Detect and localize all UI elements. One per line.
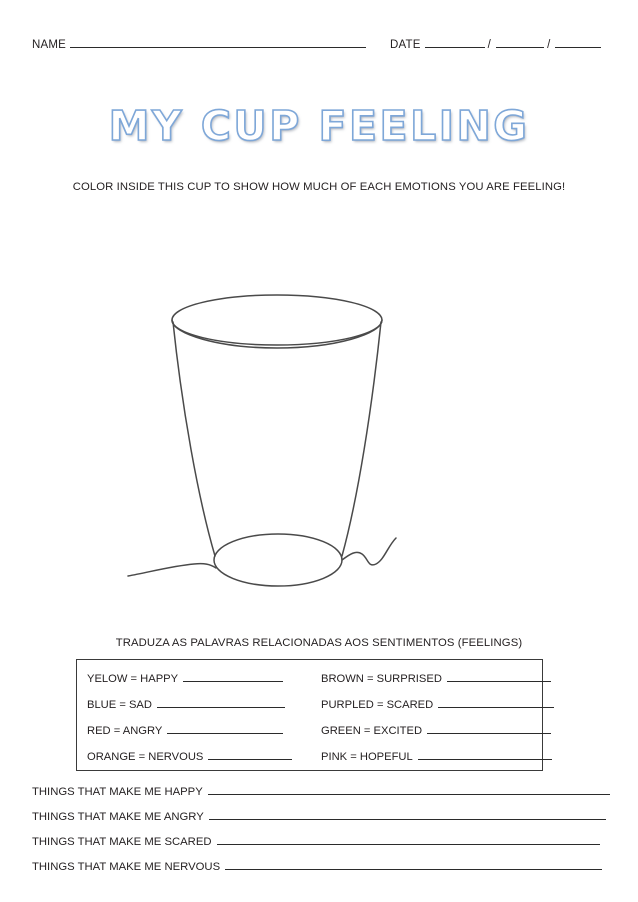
vocabulary-label: BROWN = SURPRISED <box>321 673 442 685</box>
date-month-line[interactable] <box>496 36 544 48</box>
prompt-label: THINGS THAT MAKE ME ANGRY <box>32 811 204 823</box>
vocabulary-item <box>87 697 285 711</box>
vocabulary-answer-line[interactable] <box>167 723 283 734</box>
date-label: DATE <box>390 39 421 51</box>
vocabulary-label: RED = ANGRY <box>87 725 163 737</box>
name-label: NAME <box>32 39 67 51</box>
prompt-row <box>32 808 610 833</box>
vocabulary-label: YELOW = HAPPY <box>87 673 179 685</box>
prompt-list <box>32 783 610 883</box>
date-separator-2: / <box>547 39 551 51</box>
vocabulary-label: PURPLED = SCARED <box>321 699 434 711</box>
prompt-row <box>32 783 610 808</box>
vocabulary-answer-line[interactable] <box>157 697 285 708</box>
vocabulary-box <box>76 659 543 771</box>
vocabulary-label: ORANGE = NERVOUS <box>87 751 204 763</box>
cup-rim-outer <box>172 295 382 345</box>
vocabulary-answer-line[interactable] <box>427 723 551 734</box>
vocabulary-answer-line[interactable] <box>438 697 554 708</box>
prompt-answer-line[interactable] <box>209 808 606 820</box>
vocabulary-item <box>315 723 551 737</box>
vocabulary-label: PINK = HOPEFUL <box>321 751 413 763</box>
vocabulary-column-left <box>87 660 315 770</box>
vocabulary-item <box>87 671 283 685</box>
cup-wall-left <box>173 322 215 556</box>
page-title: MY CUP FEELING <box>108 102 530 150</box>
title-container <box>0 100 638 152</box>
date-year-line[interactable] <box>555 36 601 48</box>
vocabulary-answer-line[interactable] <box>447 671 551 682</box>
table-line-right <box>342 538 396 565</box>
prompt-row <box>32 858 610 883</box>
vocabulary-label: GREEN = EXCITED <box>321 725 423 737</box>
cup-wall-right <box>342 322 381 556</box>
name-date-header <box>32 36 606 56</box>
vocabulary-answer-line[interactable] <box>183 671 283 682</box>
prompt-answer-line[interactable] <box>225 858 602 870</box>
name-write-in-line[interactable] <box>70 36 366 48</box>
prompt-label: THINGS THAT MAKE ME HAPPY <box>32 786 203 798</box>
vocabulary-column-right <box>315 660 537 770</box>
cup-illustration <box>110 288 410 598</box>
date-separator-1: / <box>487 39 492 51</box>
cup-rim-inner <box>172 320 382 348</box>
prompt-answer-line[interactable] <box>217 833 600 845</box>
vocabulary-item <box>315 697 554 711</box>
instruction-text: COLOR INSIDE THIS CUP TO SHOW HOW MUCH OF EACH EMOTIONS YOU ARE FEELING! <box>72 181 566 193</box>
vocabulary-item <box>87 749 292 763</box>
prompt-label: THINGS THAT MAKE ME SCARED <box>32 836 212 848</box>
date-day-line[interactable] <box>425 36 485 48</box>
vocabulary-label: BLUE = SAD <box>87 699 152 711</box>
prompt-row <box>32 833 610 858</box>
vocabulary-answer-line[interactable] <box>418 749 552 760</box>
vocabulary-item <box>315 671 551 685</box>
table-line-left <box>128 564 216 576</box>
prompt-label: THINGS THAT MAKE ME NERVOUS <box>32 861 221 873</box>
cup-base <box>214 534 342 586</box>
vocabulary-item <box>87 723 283 737</box>
prompt-answer-line[interactable] <box>208 783 610 795</box>
translate-instruction: TRADUZA AS PALAVRAS RELACIONADAS AOS SENTIMENTOS (FEELINGS) <box>115 637 523 649</box>
vocabulary-item <box>315 749 552 763</box>
vocabulary-answer-line[interactable] <box>208 749 292 760</box>
